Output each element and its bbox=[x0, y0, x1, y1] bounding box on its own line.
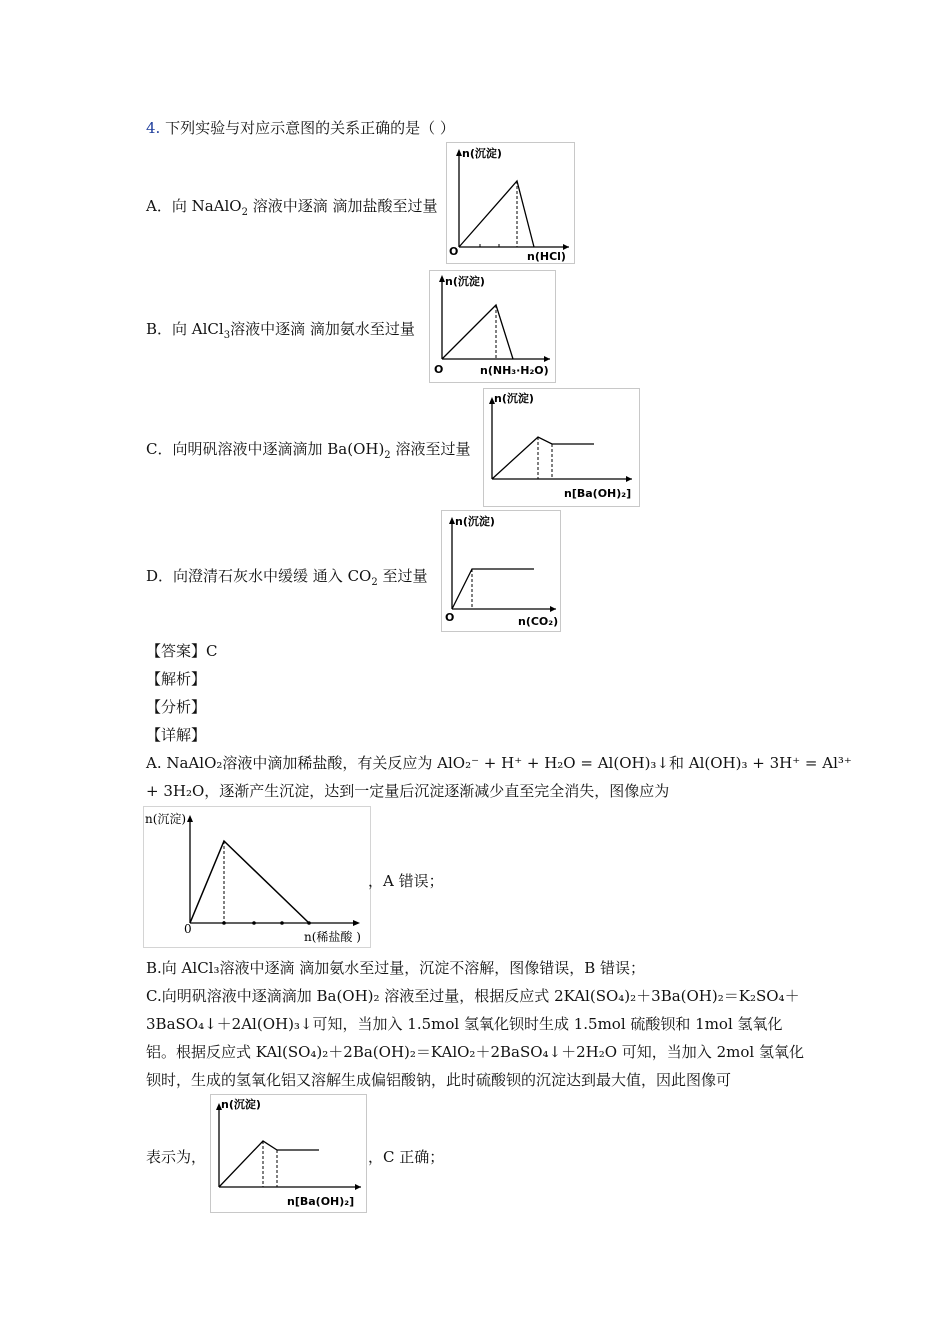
graph-d-origin: O bbox=[445, 611, 455, 624]
option-b-text: B．向 AlC bbox=[146, 320, 219, 338]
option-c-text-end: 溶液至过量 bbox=[390, 440, 471, 458]
question-stem bbox=[146, 117, 455, 138]
detail-b-line: B.向 AlCl₃溶液中逐滴 滴加氨水至过量，沉淀不溶解，图像错误，B 错误； bbox=[146, 959, 646, 977]
option-b-sub: 3 bbox=[223, 330, 231, 341]
graph-a2-origin: 0 bbox=[184, 922, 192, 936]
option-a-text: A．向 NaAlO bbox=[146, 197, 242, 215]
graph-a2-xlabel: n(稀盐酸 ) bbox=[304, 930, 361, 944]
heading-analysis: 【解析】 bbox=[146, 670, 207, 688]
option-c-sub: 2 bbox=[384, 450, 391, 461]
detail-c-line2: 3BaSO₄↓＋2Al(OH)₃↓可知，当加入 1.5mol 氢氧化钡时生成 1.5mol 硫酸钡和 1mol 氢氧化 bbox=[146, 1015, 783, 1033]
graph-a bbox=[446, 142, 575, 264]
detail-a-line1: A. NaAlO₂溶液中滴加稀盐酸，有关反应为 AlO₂⁻ + H⁺ + H₂O = Al(OH)₃↓和 Al(OH)₃ + 3H⁺ = Al³⁺ bbox=[146, 754, 852, 772]
graph-d-ylabel: n(沉淀) bbox=[455, 515, 495, 528]
graph-a-xlabel: n(HCl) bbox=[527, 250, 566, 263]
graph-c2-xlabel: n[Ba(OH)₂] bbox=[287, 1195, 355, 1208]
graph-c-ylabel: n(沉淀) bbox=[494, 392, 534, 405]
detail-a-conclusion: ，A 错误； bbox=[368, 872, 444, 890]
option-a-sub: 2 bbox=[241, 207, 248, 218]
option-b-text-end: 溶液中逐滴 滴加氨水至过量 bbox=[230, 320, 415, 338]
detail-c-before: 表示为， bbox=[146, 1148, 207, 1166]
heading-fenxi: 【分析】 bbox=[146, 698, 207, 716]
detail-c-line4: 钡时，生成的氢氧化铝又溶解生成偏铝酸钠，此时硫酸钡的沉淀达到最大值，因此图像可 bbox=[146, 1071, 732, 1089]
graph-b-xlabel: n(NH₃·H₂O) bbox=[480, 364, 549, 377]
option-c bbox=[146, 438, 470, 461]
answer-label: 【答案】 bbox=[146, 642, 207, 660]
option-d-sub: 2 bbox=[371, 577, 378, 588]
graph-a2-ylabel: n(沉淀) bbox=[145, 812, 187, 826]
graph-b bbox=[429, 270, 556, 383]
graph-d-xlabel: n(CO₂) bbox=[518, 615, 559, 628]
answer-line bbox=[146, 640, 218, 661]
graph-b-origin: O bbox=[434, 363, 444, 376]
graph-b-ylabel: n(沉淀) bbox=[445, 275, 485, 288]
graph-a2 bbox=[143, 806, 371, 948]
heading-detail: 【详解】 bbox=[146, 726, 207, 744]
detail-c-line1: C.向明矾溶液中逐滴滴加 Ba(OH)₂ 溶液至过量，根据反应式 2KAl(SO₄)₂＋3Ba(OH)₂＝K₂SO₄＋ bbox=[146, 987, 800, 1005]
option-a bbox=[146, 195, 438, 218]
question-number: 4. bbox=[146, 119, 161, 137]
answer-value: C bbox=[206, 642, 218, 660]
option-d-text-end: 至过量 bbox=[377, 567, 428, 585]
option-b bbox=[146, 318, 415, 341]
option-c-text: C．向明矾溶液中逐滴滴加 Ba(OH) bbox=[146, 440, 385, 458]
option-d bbox=[146, 565, 428, 588]
graph-c2-ylabel: n(沉淀) bbox=[221, 1098, 261, 1111]
graph-a-origin: O bbox=[449, 245, 459, 258]
detail-c-conclusion: ，C 正确； bbox=[368, 1148, 445, 1166]
graph-c-xlabel: n[Ba(OH)₂] bbox=[564, 487, 632, 500]
detail-a-line2: + 3H₂O，逐渐产生沉淀，达到一定量后沉淀逐渐减少直至完全消失，图像应为 bbox=[146, 782, 670, 800]
detail-c-line3: 铝。根据反应式 KAl(SO₄)₂＋2Ba(OH)₂＝KAlO₂＋2BaSO₄↓＋2H₂O 可知，当加入 2mol 氢氧化 bbox=[146, 1043, 804, 1061]
option-d-text: D．向澄清石灰水中缓缓 通入 CO bbox=[146, 567, 372, 585]
graph-d bbox=[441, 510, 561, 632]
graph-c bbox=[483, 388, 640, 507]
graph-c2 bbox=[210, 1094, 367, 1213]
graph-a-ylabel: n(沉淀) bbox=[462, 147, 502, 160]
option-a-text-end: 溶液中逐滴 滴加盐酸至过量 bbox=[247, 197, 438, 215]
question-text: 下列实验与对应示意图的关系正确的是（ ） bbox=[165, 119, 455, 137]
option-b-text-mid: l bbox=[218, 320, 224, 338]
